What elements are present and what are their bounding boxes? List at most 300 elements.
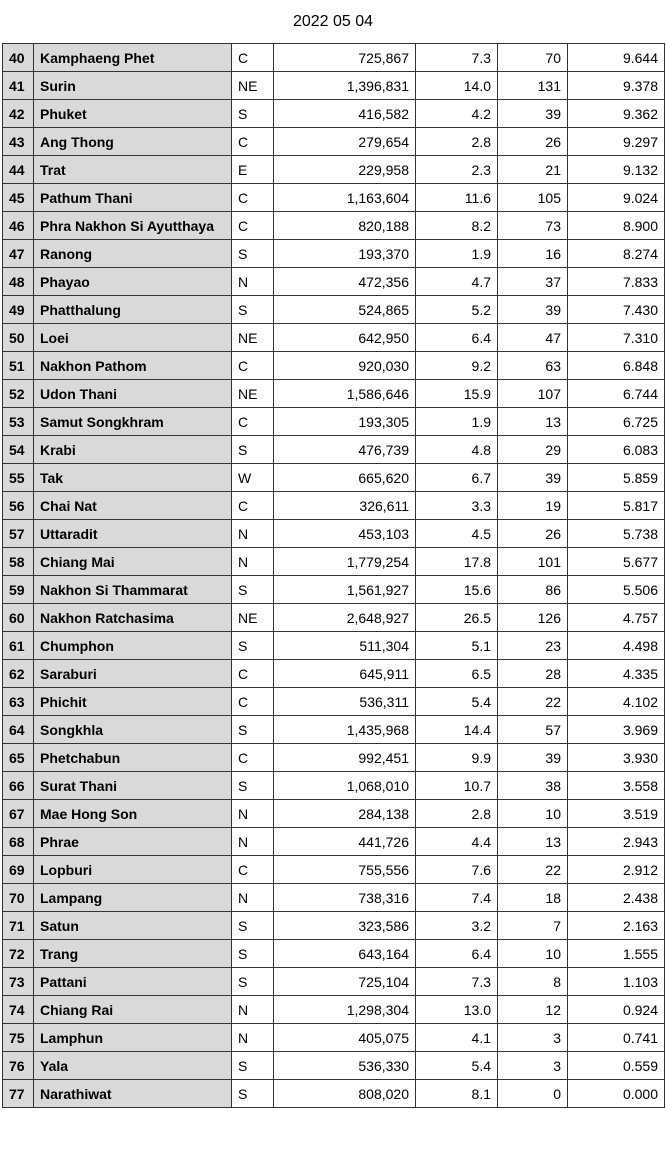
rank-cell: 70 [3, 884, 34, 912]
rank-cell: 62 [3, 660, 34, 688]
rate-cell: 9.644 [568, 44, 665, 72]
rate-cell: 4.757 [568, 604, 665, 632]
count-cell: 19 [498, 492, 568, 520]
rank-cell: 58 [3, 548, 34, 576]
count-cell: 16 [498, 240, 568, 268]
count-cell: 23 [498, 632, 568, 660]
population-cell: 920,030 [274, 352, 416, 380]
count-cell: 126 [498, 604, 568, 632]
rank-cell: 69 [3, 856, 34, 884]
population-cell: 323,586 [274, 912, 416, 940]
count-cell: 7 [498, 912, 568, 940]
table-row [3, 520, 665, 548]
population-cell: 642,950 [274, 324, 416, 352]
population-cell: 2,648,927 [274, 604, 416, 632]
region-cell: S [232, 240, 274, 268]
count-cell: 131 [498, 72, 568, 100]
table-row [3, 604, 665, 632]
count-cell: 105 [498, 184, 568, 212]
count-cell: 86 [498, 576, 568, 604]
count-cell: 13 [498, 828, 568, 856]
region-cell: C [232, 688, 274, 716]
region-cell: S [232, 296, 274, 324]
rate-cell: 6.083 [568, 436, 665, 464]
table-row [3, 268, 665, 296]
count-cell: 38 [498, 772, 568, 800]
rank-cell: 54 [3, 436, 34, 464]
table-row [3, 44, 665, 72]
rate-cell: 4.498 [568, 632, 665, 660]
population-cell: 193,370 [274, 240, 416, 268]
region-cell: S [232, 436, 274, 464]
region-cell: N [232, 520, 274, 548]
population-cell: 808,020 [274, 1080, 416, 1108]
share-cell: 10.7 [416, 772, 498, 800]
table-row [3, 968, 665, 996]
share-cell: 17.8 [416, 548, 498, 576]
rate-cell: 3.519 [568, 800, 665, 828]
table-row [3, 548, 665, 576]
province-cell: Nakhon Si Thammarat [34, 576, 232, 604]
population-cell: 1,396,831 [274, 72, 416, 100]
region-cell: C [232, 660, 274, 688]
region-cell: NE [232, 72, 274, 100]
rank-cell: 49 [3, 296, 34, 324]
table-row [3, 772, 665, 800]
share-cell: 15.9 [416, 380, 498, 408]
rank-cell: 52 [3, 380, 34, 408]
count-cell: 22 [498, 688, 568, 716]
rate-cell: 9.132 [568, 156, 665, 184]
share-cell: 7.3 [416, 968, 498, 996]
share-cell: 13.0 [416, 996, 498, 1024]
population-cell: 1,561,927 [274, 576, 416, 604]
rank-cell: 73 [3, 968, 34, 996]
count-cell: 47 [498, 324, 568, 352]
table-row [3, 716, 665, 744]
table-row [3, 660, 665, 688]
share-cell: 2.8 [416, 128, 498, 156]
province-cell: Saraburi [34, 660, 232, 688]
region-cell: C [232, 744, 274, 772]
rate-cell: 5.506 [568, 576, 665, 604]
region-cell: N [232, 1024, 274, 1052]
share-cell: 14.0 [416, 72, 498, 100]
count-cell: 101 [498, 548, 568, 576]
population-cell: 476,739 [274, 436, 416, 464]
table-row [3, 744, 665, 772]
region-cell: N [232, 884, 274, 912]
population-cell: 193,305 [274, 408, 416, 436]
count-cell: 37 [498, 268, 568, 296]
rate-cell: 4.335 [568, 660, 665, 688]
share-cell: 9.2 [416, 352, 498, 380]
share-cell: 4.5 [416, 520, 498, 548]
count-cell: 107 [498, 380, 568, 408]
share-cell: 7.4 [416, 884, 498, 912]
rate-cell: 5.859 [568, 464, 665, 492]
province-cell: Narathiwat [34, 1080, 232, 1108]
population-cell: 472,356 [274, 268, 416, 296]
province-cell: Lampang [34, 884, 232, 912]
province-cell: Phayao [34, 268, 232, 296]
share-cell: 6.4 [416, 324, 498, 352]
region-cell: S [232, 940, 274, 968]
region-cell: S [232, 716, 274, 744]
population-cell: 279,654 [274, 128, 416, 156]
table-row [3, 688, 665, 716]
province-cell: Phrae [34, 828, 232, 856]
rank-cell: 77 [3, 1080, 34, 1108]
rate-cell: 0.559 [568, 1052, 665, 1080]
table-row [3, 212, 665, 240]
share-cell: 5.2 [416, 296, 498, 324]
population-cell: 1,779,254 [274, 548, 416, 576]
rank-cell: 66 [3, 772, 34, 800]
province-cell: Yala [34, 1052, 232, 1080]
rank-cell: 57 [3, 520, 34, 548]
table-row [3, 912, 665, 940]
rate-cell: 2.438 [568, 884, 665, 912]
rate-cell: 0.000 [568, 1080, 665, 1108]
rank-cell: 75 [3, 1024, 34, 1052]
rank-cell: 55 [3, 464, 34, 492]
count-cell: 39 [498, 744, 568, 772]
count-cell: 29 [498, 436, 568, 464]
region-cell: N [232, 548, 274, 576]
rate-cell: 5.738 [568, 520, 665, 548]
share-cell: 11.6 [416, 184, 498, 212]
rank-cell: 40 [3, 44, 34, 72]
share-cell: 4.7 [416, 268, 498, 296]
count-cell: 12 [498, 996, 568, 1024]
table-row [3, 800, 665, 828]
rate-cell: 3.969 [568, 716, 665, 744]
table-row [3, 884, 665, 912]
region-cell: NE [232, 380, 274, 408]
province-cell: Songkhla [34, 716, 232, 744]
count-cell: 26 [498, 128, 568, 156]
province-cell: Chiang Rai [34, 996, 232, 1024]
count-cell: 13 [498, 408, 568, 436]
rank-cell: 41 [3, 72, 34, 100]
rank-cell: 61 [3, 632, 34, 660]
province-cell: Nakhon Ratchasima [34, 604, 232, 632]
population-cell: 1,586,646 [274, 380, 416, 408]
province-cell: Chumphon [34, 632, 232, 660]
province-cell: Pathum Thani [34, 184, 232, 212]
share-cell: 14.4 [416, 716, 498, 744]
region-cell: C [232, 352, 274, 380]
province-cell: Nakhon Pathom [34, 352, 232, 380]
region-cell: NE [232, 324, 274, 352]
table-row [3, 296, 665, 324]
rate-cell: 7.310 [568, 324, 665, 352]
rank-cell: 51 [3, 352, 34, 380]
share-cell: 4.1 [416, 1024, 498, 1052]
region-cell: C [232, 44, 274, 72]
population-cell: 1,163,604 [274, 184, 416, 212]
rate-cell: 2.943 [568, 828, 665, 856]
page-title: 2022 05 04 [292, 13, 374, 30]
region-cell: W [232, 464, 274, 492]
region-cell: C [232, 184, 274, 212]
region-cell: S [232, 1080, 274, 1108]
region-cell: S [232, 968, 274, 996]
count-cell: 28 [498, 660, 568, 688]
share-cell: 5.4 [416, 688, 498, 716]
province-cell: Trat [34, 156, 232, 184]
rate-cell: 7.430 [568, 296, 665, 324]
rank-cell: 72 [3, 940, 34, 968]
count-cell: 3 [498, 1052, 568, 1080]
count-cell: 39 [498, 100, 568, 128]
table-row [3, 408, 665, 436]
share-cell: 15.6 [416, 576, 498, 604]
rank-cell: 60 [3, 604, 34, 632]
province-cell: Ranong [34, 240, 232, 268]
rate-cell: 5.817 [568, 492, 665, 520]
region-cell: S [232, 576, 274, 604]
province-cell: Trang [34, 940, 232, 968]
share-cell: 8.1 [416, 1080, 498, 1108]
region-cell: N [232, 828, 274, 856]
region-cell: NE [232, 604, 274, 632]
region-cell: E [232, 156, 274, 184]
table-row [3, 464, 665, 492]
table-row [3, 1080, 665, 1108]
province-table [2, 43, 665, 1108]
province-cell: Surat Thani [34, 772, 232, 800]
region-cell: S [232, 632, 274, 660]
province-cell: Phuket [34, 100, 232, 128]
share-cell: 8.2 [416, 212, 498, 240]
count-cell: 26 [498, 520, 568, 548]
count-cell: 10 [498, 800, 568, 828]
share-cell: 1.9 [416, 408, 498, 436]
count-cell: 63 [498, 352, 568, 380]
rate-cell: 1.103 [568, 968, 665, 996]
rank-cell: 76 [3, 1052, 34, 1080]
table-row [3, 128, 665, 156]
region-cell: C [232, 212, 274, 240]
rank-cell: 43 [3, 128, 34, 156]
rate-cell: 4.102 [568, 688, 665, 716]
table-row [3, 1024, 665, 1052]
rate-cell: 7.833 [568, 268, 665, 296]
rate-cell: 6.744 [568, 380, 665, 408]
table-row [3, 996, 665, 1024]
population-cell: 453,103 [274, 520, 416, 548]
population-cell: 405,075 [274, 1024, 416, 1052]
province-cell: Lopburi [34, 856, 232, 884]
province-cell: Samut Songkhram [34, 408, 232, 436]
table-row [3, 576, 665, 604]
population-cell: 284,138 [274, 800, 416, 828]
share-cell: 4.4 [416, 828, 498, 856]
share-cell: 2.8 [416, 800, 498, 828]
share-cell: 7.3 [416, 44, 498, 72]
rate-cell: 8.274 [568, 240, 665, 268]
rate-cell: 6.725 [568, 408, 665, 436]
rate-cell: 1.555 [568, 940, 665, 968]
table-row [3, 240, 665, 268]
count-cell: 39 [498, 296, 568, 324]
rank-cell: 42 [3, 100, 34, 128]
table-row [3, 940, 665, 968]
rank-cell: 63 [3, 688, 34, 716]
province-cell: Mae Hong Son [34, 800, 232, 828]
table-row [3, 380, 665, 408]
population-cell: 536,311 [274, 688, 416, 716]
count-cell: 21 [498, 156, 568, 184]
region-cell: N [232, 268, 274, 296]
share-cell: 6.7 [416, 464, 498, 492]
table-row [3, 632, 665, 660]
population-cell: 820,188 [274, 212, 416, 240]
rank-cell: 71 [3, 912, 34, 940]
rank-cell: 65 [3, 744, 34, 772]
count-cell: 3 [498, 1024, 568, 1052]
share-cell: 6.4 [416, 940, 498, 968]
population-cell: 524,865 [274, 296, 416, 324]
population-cell: 725,104 [274, 968, 416, 996]
province-cell: Krabi [34, 436, 232, 464]
rate-cell: 3.930 [568, 744, 665, 772]
rate-cell: 3.558 [568, 772, 665, 800]
rank-cell: 47 [3, 240, 34, 268]
rank-cell: 56 [3, 492, 34, 520]
share-cell: 3.3 [416, 492, 498, 520]
population-cell: 326,611 [274, 492, 416, 520]
table-row [3, 352, 665, 380]
share-cell: 1.9 [416, 240, 498, 268]
rank-cell: 44 [3, 156, 34, 184]
province-cell: Phichit [34, 688, 232, 716]
share-cell: 26.5 [416, 604, 498, 632]
rank-cell: 59 [3, 576, 34, 604]
count-cell: 18 [498, 884, 568, 912]
rank-cell: 48 [3, 268, 34, 296]
count-cell: 10 [498, 940, 568, 968]
rank-cell: 74 [3, 996, 34, 1024]
table-body [3, 44, 665, 1108]
rate-cell: 2.163 [568, 912, 665, 940]
table-row [3, 156, 665, 184]
province-cell: Surin [34, 72, 232, 100]
rate-cell: 9.362 [568, 100, 665, 128]
share-cell: 7.6 [416, 856, 498, 884]
rate-cell: 8.900 [568, 212, 665, 240]
province-cell: Lamphun [34, 1024, 232, 1052]
population-cell: 229,958 [274, 156, 416, 184]
region-cell: S [232, 912, 274, 940]
province-cell: Udon Thani [34, 380, 232, 408]
rate-cell: 5.677 [568, 548, 665, 576]
region-cell: N [232, 996, 274, 1024]
share-cell: 3.2 [416, 912, 498, 940]
region-cell: C [232, 856, 274, 884]
province-cell: Chiang Mai [34, 548, 232, 576]
region-cell: C [232, 128, 274, 156]
population-cell: 738,316 [274, 884, 416, 912]
province-cell: Kamphaeng Phet [34, 44, 232, 72]
population-cell: 992,451 [274, 744, 416, 772]
population-cell: 1,298,304 [274, 996, 416, 1024]
province-cell: Loei [34, 324, 232, 352]
rank-cell: 45 [3, 184, 34, 212]
share-cell: 5.1 [416, 632, 498, 660]
count-cell: 73 [498, 212, 568, 240]
count-cell: 39 [498, 464, 568, 492]
province-cell: Ang Thong [34, 128, 232, 156]
rank-cell: 64 [3, 716, 34, 744]
population-cell: 441,726 [274, 828, 416, 856]
region-cell: S [232, 100, 274, 128]
province-cell: Satun [34, 912, 232, 940]
region-cell: C [232, 408, 274, 436]
population-cell: 1,068,010 [274, 772, 416, 800]
province-cell: Phetchabun [34, 744, 232, 772]
table-row [3, 492, 665, 520]
table-row [3, 72, 665, 100]
rate-cell: 0.741 [568, 1024, 665, 1052]
table-row [3, 856, 665, 884]
rate-cell: 2.912 [568, 856, 665, 884]
province-cell: Pattani [34, 968, 232, 996]
rate-cell: 9.378 [568, 72, 665, 100]
region-cell: N [232, 800, 274, 828]
population-cell: 536,330 [274, 1052, 416, 1080]
province-cell: Chai Nat [34, 492, 232, 520]
province-cell: Phra Nakhon Si Ayutthaya [34, 212, 232, 240]
population-cell: 1,435,968 [274, 716, 416, 744]
rate-cell: 0.924 [568, 996, 665, 1024]
population-cell: 755,556 [274, 856, 416, 884]
table-row [3, 1052, 665, 1080]
province-cell: Tak [34, 464, 232, 492]
region-cell: C [232, 492, 274, 520]
count-cell: 8 [498, 968, 568, 996]
rate-cell: 9.297 [568, 128, 665, 156]
population-cell: 416,582 [274, 100, 416, 128]
province-cell: Uttaradit [34, 520, 232, 548]
table-row [3, 436, 665, 464]
rank-cell: 46 [3, 212, 34, 240]
population-cell: 665,620 [274, 464, 416, 492]
rank-cell: 50 [3, 324, 34, 352]
share-cell: 9.9 [416, 744, 498, 772]
population-cell: 511,304 [274, 632, 416, 660]
population-cell: 643,164 [274, 940, 416, 968]
count-cell: 57 [498, 716, 568, 744]
count-cell: 22 [498, 856, 568, 884]
share-cell: 4.8 [416, 436, 498, 464]
table-row [3, 100, 665, 128]
share-cell: 5.4 [416, 1052, 498, 1080]
region-cell: S [232, 772, 274, 800]
rate-cell: 6.848 [568, 352, 665, 380]
region-cell: S [232, 1052, 274, 1080]
province-cell: Phatthalung [34, 296, 232, 324]
rank-cell: 53 [3, 408, 34, 436]
table-row [3, 184, 665, 212]
count-cell: 0 [498, 1080, 568, 1108]
population-cell: 725,867 [274, 44, 416, 72]
table-row [3, 828, 665, 856]
rank-cell: 67 [3, 800, 34, 828]
count-cell: 70 [498, 44, 568, 72]
